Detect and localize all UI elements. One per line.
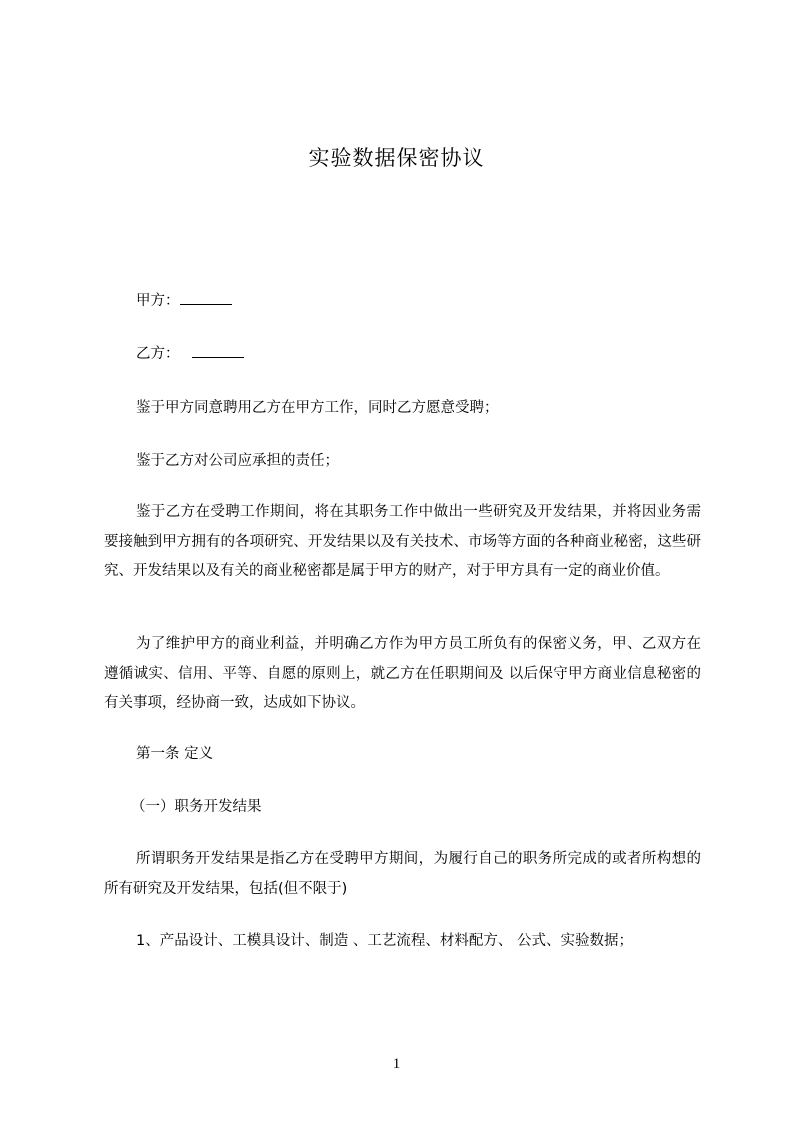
recital-3: 鉴于乙方在受聘工作期间，将在其职务工作中做出一些研究及开发结果，并将因业务需要接触到甲方拥有的各项研究、开发结果以及有关技术、市场等方面的各种商业秘密，这些研究、开发结果以及有关的商业秘密都是属于甲方的财产，对于甲方具有一定的商业价值。 xyxy=(104,504,701,579)
article-1-heading: 第一条 定义 xyxy=(136,746,214,762)
party-a-blank xyxy=(180,291,232,305)
party-a-label: 甲方： xyxy=(136,293,180,309)
party-b-label: 乙方： xyxy=(136,346,180,362)
recital-2: 鉴于乙方对公司应承担的责任； xyxy=(136,453,339,469)
recital-1: 鉴于甲方同意聘用乙方在甲方工作，同时乙方愿意受聘； xyxy=(136,400,499,416)
section-1-heading: （一）职务开发结果 xyxy=(131,799,262,815)
section-1-text: 所谓职务开发结果是指乙方在受聘甲方期间，为履行自己的职务所完成的或者所构想的所有研究及开发结果，包括(但不限于) xyxy=(104,851,701,897)
party-a-line xyxy=(136,291,232,311)
party-b-line xyxy=(136,344,244,364)
page-number: 1 xyxy=(392,1056,401,1072)
recital-4: 为了维护甲方的商业利益，并明确乙方作为甲方员工所负有的保密义务，甲、乙双方在遵循诚实、信用、平等、自愿的原则上，就乙方在任职期间及 以后保守甲方商业信息秘密的有关事项，经协商一致，达成如下协议。 xyxy=(104,636,701,711)
party-b-blank xyxy=(192,344,244,358)
list-item: 1、产品设计、工模具设计、制造 、工艺流程、材料配方、 公式、实验数据； xyxy=(136,933,633,949)
document-title: 实验数据保密协议 xyxy=(308,146,485,170)
